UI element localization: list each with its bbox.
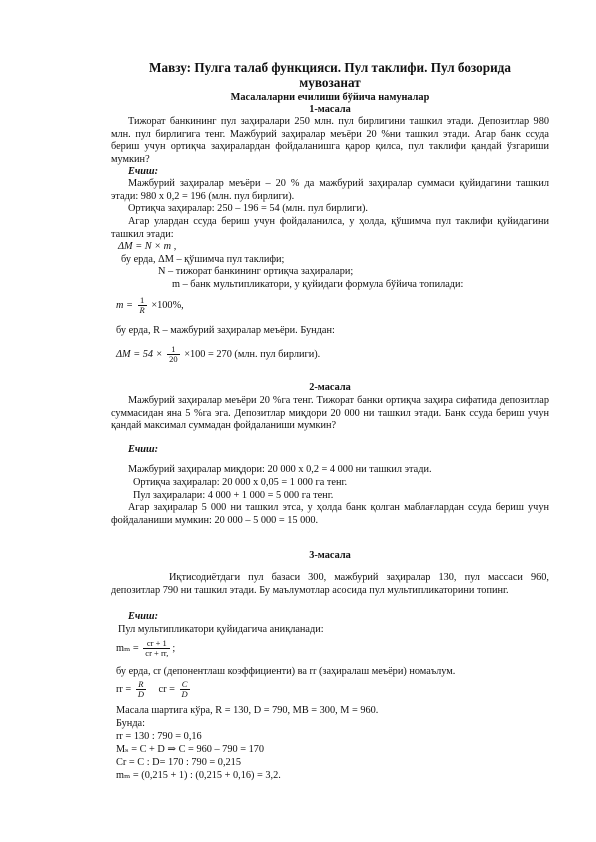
problem-1-where-4: бу ерда, R – мажбурий заҳиралар меъёри. Бундан: [116, 325, 335, 336]
problem-1-where-3: m – банк мультипликатори, у қуйидаги формула бўйича топилади: [172, 279, 464, 290]
formula-cr-lhs: cr = [158, 683, 175, 695]
problem-2-heading: 2-масала [309, 382, 351, 393]
problem-3-step-8: mₘ = (0,215 + 1) : (0,215 + 0,16) = 3,2. [116, 770, 281, 781]
formula-mm-numerator: cr + 1 [143, 639, 170, 649]
formula-2-denominator: R [139, 305, 145, 315]
problem-1-step-1: Мажбурий заҳиралар меъёри – 20 % да мажбурий заҳиралар суммаси қуйидагини ташкил этади: 980 х 0,2 = 196 (млн. пул бирлиги). [111, 178, 549, 202]
page-title-continued: мувозанат [299, 75, 361, 90]
problem-1-text: Тижорат банкининг пул заҳиралари 250 млн. пул бирлигини ташкил этади. Депозитлар 980 млн. пул бирлигига тенг. Мажбурий заҳиралар меъёри 20 %ни ташкил этади. Агар банк ссуда бериш учун ортиқча заҳиралардан фойдаланишга қарор қилса, пул таклифи қандай ўзгариши мумкин? [111, 116, 549, 165]
problem-1-where-1: бу ерда, ΔM – қўшимча пул таклифи; [121, 254, 285, 265]
problem-1-formula-2 [116, 296, 416, 315]
formula-rr-fraction [136, 680, 146, 699]
formula-2-fraction [138, 296, 147, 315]
problem-3-text: Иқтисодиётдаги пул базаси 300, мажбурий заҳиралар 130, пул массаси 960, депозитлар 790 ни ташкил этади. Бу маълумотлар асосида пул мультипликаторини топинг. [111, 572, 549, 596]
problem-3-solution-label: Ечиш: [128, 611, 159, 622]
problem-2-step-3: Пул заҳиралари: 4 000 + 1 000 = 5 000 га тенг. [133, 490, 334, 501]
formula-2-rhs: ×100%, [151, 299, 184, 311]
problem-1-formula-3 [116, 345, 546, 364]
problem-2-solution-label: Ечиш: [128, 444, 159, 455]
formula-mm-denominator: cr + rr, [145, 648, 169, 658]
formula-mm-lhs: mₘ = [116, 642, 139, 654]
problem-3-heading: 3-масала [309, 550, 351, 561]
formula-rr-numerator: R [136, 680, 146, 690]
formula-cr-numerator: C [180, 680, 190, 690]
formula-3-fraction [167, 345, 180, 364]
formula-cr-denominator: D [181, 689, 188, 699]
problem-1-heading: 1-масала [309, 104, 351, 115]
problem-3-step-3: Масала шартига кўра, R = 130, D = 790, MB = 300, M = 960. [116, 705, 379, 716]
problem-3-step-4: Бунда: [116, 718, 145, 729]
problem-2-text: Мажбурий заҳиралар меъёри 20 %га тенг. Тижорат банки ортиқча заҳира сифатида депозитлар суммасидан яна 5 %га эга. Депозитлар миқдори 20 000 ни ташкил этади. Банк ссуда бериш учун қандай максимал суммадан фойдаланиши мумкин? [111, 395, 549, 432]
problem-3-step-7: Cr = C : D= 170 : 790 = 0,215 [116, 757, 241, 768]
page-title: Мавзу: Пулга талаб функцияси. Пул таклифи. Пул бозорида [149, 60, 511, 75]
problem-3-formula-1 [116, 639, 416, 658]
problem-3-step-5: rr = 130 : 790 = 0,16 [116, 731, 202, 742]
formula-2-numerator: 1 [138, 296, 147, 306]
formula-3-denominator: 20 [169, 354, 178, 364]
problem-2-step-1: Мажбурий заҳиралар миқдори: 20 000 х 0,2 = 4 000 ни ташкил этади. [128, 464, 432, 475]
problem-1-where-2: N – тижорат банкининг ортиқча заҳиралари; [158, 266, 354, 277]
section-subtitle: Масалаларни ечилиши бўйича намуналар [230, 92, 430, 103]
problem-2-step-2: Ортиқча заҳиралар: 20 000 х 0,05 = 1 000 га тенг. [133, 477, 348, 488]
formula-cr-fraction [180, 680, 190, 699]
problem-1-step-3: Агар улардан ссуда бериш учун фойдаланилса, у ҳолда, қўшимча пул таклифи қуйидагини ташкил этади: [111, 216, 549, 240]
formula-3-lhs: ΔM = 54 × [116, 348, 163, 360]
problem-3-step-2: бу ерда, cr (депонентлаш коэффициенти) ва rr (заҳиралаш меъёри) номаълум. [116, 666, 456, 677]
formula-mm-rhs: ; [172, 642, 176, 654]
problem-2-step-4: Агар заҳиралар 5 000 ни ташкил этса, у ҳолда банк қолган маблағлардан ссуда бериш учун фойдаланиши мумкин: 20 000 – 5 000 = 15 000. [111, 502, 549, 526]
problem-1-solution-label: Ечиш: [128, 166, 159, 177]
formula-2-lhs: m = [116, 299, 133, 311]
problem-3-step-6: Mₛ = C + D ⇒ C = 960 – 790 = 170 [116, 744, 265, 755]
formula-3-rhs: ×100 = 270 (млн. пул бирлиги). [184, 348, 321, 360]
formula-3-numerator: 1 [167, 345, 180, 355]
problem-3-step-1: Пул мультипликатори қуйидагича аниқланади: [118, 624, 324, 635]
problem-1-formula-1: ΔM = N × m , [118, 241, 177, 252]
formula-mm-fraction [143, 639, 170, 658]
formula-rr-denominator: D [137, 689, 144, 699]
problem-3-formula-2 [116, 680, 416, 699]
formula-rr-lhs: rr = [116, 683, 132, 695]
problem-1-step-2: Ортиқча заҳиралар: 250 – 196 = 54 (млн. пул бирлиги). [128, 203, 369, 214]
